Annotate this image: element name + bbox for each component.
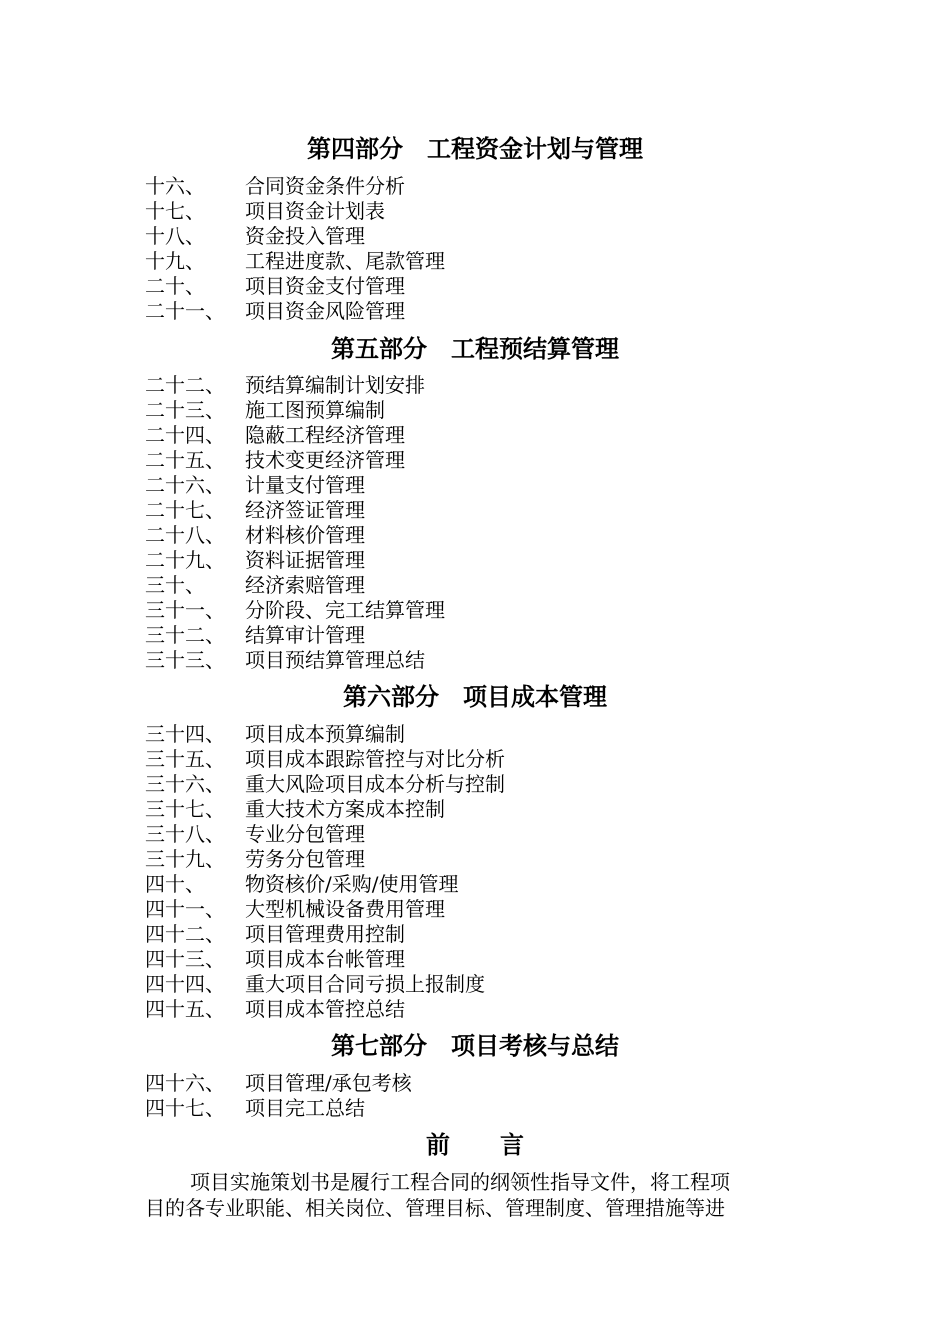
toc-title: 材料核价管理 <box>245 523 365 547</box>
toc-number: 二十八、 <box>145 523 225 547</box>
toc-title: 项目预结算管理总结 <box>245 648 425 672</box>
toc-number: 十八、 <box>145 224 205 248</box>
toc-number: 三十一、 <box>145 598 225 622</box>
toc-number: 三十、 <box>145 573 205 597</box>
toc-number: 三十六、 <box>145 772 225 796</box>
toc-number: 十七、 <box>145 199 205 223</box>
toc-number: 二十六、 <box>145 473 225 497</box>
toc-number: 二十五、 <box>145 448 225 472</box>
toc-title: 施工图预算编制 <box>245 398 385 422</box>
toc-title: 项目资金风险管理 <box>245 299 405 323</box>
toc-title: 分阶段、完工结算管理 <box>245 598 445 622</box>
toc-title: 大型机械设备费用管理 <box>245 897 445 921</box>
toc-number: 三十八、 <box>145 822 225 846</box>
toc-number: 四十五、 <box>145 997 225 1021</box>
toc-number: 十六、 <box>145 174 205 198</box>
toc-number: 三十九、 <box>145 847 225 871</box>
toc-title: 项目资金计划表 <box>245 199 385 223</box>
part6-heading: 第六部分 项目成本管理 <box>343 682 607 711</box>
toc-title: 隐蔽工程经济管理 <box>245 423 405 447</box>
toc-title: 项目成本预算编制 <box>245 722 405 746</box>
toc-number: 二十九、 <box>145 548 225 572</box>
toc-title: 项目管理费用控制 <box>245 922 405 946</box>
toc-number: 二十二、 <box>145 373 225 397</box>
toc-number: 二十三、 <box>145 398 225 422</box>
toc-number: 三十五、 <box>145 747 225 771</box>
toc-title: 合同资金条件分析 <box>245 174 405 198</box>
toc-title: 劳务分包管理 <box>245 847 365 871</box>
toc-number: 四十三、 <box>145 947 225 971</box>
toc-title: 预结算编制计划安排 <box>245 373 425 397</box>
toc-title: 项目管理/承包考核 <box>245 1071 412 1095</box>
toc-number: 二十七、 <box>145 498 225 522</box>
toc-title: 重大技术方案成本控制 <box>245 797 445 821</box>
toc-title: 资金投入管理 <box>245 224 365 248</box>
toc-number: 十九、 <box>145 249 205 273</box>
toc-title: 计量支付管理 <box>245 473 365 497</box>
toc-title: 专业分包管理 <box>245 822 365 846</box>
toc-number: 四十六、 <box>145 1071 225 1095</box>
preface-title: 前言 <box>426 1130 574 1159</box>
toc-number: 三十二、 <box>145 623 225 647</box>
toc-title: 经济签证管理 <box>245 498 365 522</box>
part4-heading: 第四部分 工程资金计划与管理 <box>307 134 643 163</box>
toc-number: 四十二、 <box>145 922 225 946</box>
toc-number: 二十四、 <box>145 423 225 447</box>
preface-paragraph-line: 目的各专业职能、相关岗位、管理目标、管理制度、管理措施等进 <box>145 1196 725 1220</box>
part7-heading: 第七部分 项目考核与总结 <box>331 1031 619 1060</box>
toc-title: 重大风险项目成本分析与控制 <box>245 772 505 796</box>
toc-number: 二十一、 <box>145 299 225 323</box>
toc-title: 资料证据管理 <box>245 548 365 572</box>
toc-number: 四十四、 <box>145 972 225 996</box>
toc-number: 四十、 <box>145 872 205 896</box>
toc-title: 项目资金支付管理 <box>245 274 405 298</box>
toc-number: 三十七、 <box>145 797 225 821</box>
toc-number: 二十、 <box>145 274 205 298</box>
toc-title: 重大项目合同亏损上报制度 <box>245 972 485 996</box>
toc-number: 三十四、 <box>145 722 225 746</box>
toc-title: 结算审计管理 <box>245 623 365 647</box>
toc-title: 技术变更经济管理 <box>245 448 405 472</box>
toc-title: 工程进度款、尾款管理 <box>245 249 445 273</box>
toc-title: 项目成本跟踪管控与对比分析 <box>245 747 505 771</box>
toc-number: 三十三、 <box>145 648 225 672</box>
toc-number: 四十一、 <box>145 897 225 921</box>
toc-title: 项目成本台帐管理 <box>245 947 405 971</box>
toc-title: 经济索赔管理 <box>245 573 365 597</box>
toc-title: 项目成本管控总结 <box>245 997 405 1021</box>
toc-title: 项目完工总结 <box>245 1096 365 1120</box>
part5-heading: 第五部分 工程预结算管理 <box>331 334 619 363</box>
toc-number: 四十七、 <box>145 1096 225 1120</box>
toc-title: 物资核价/采购/使用管理 <box>245 872 459 896</box>
preface-paragraph-line: 项目实施策划书是履行工程合同的纲领性指导文件，将工程项 <box>190 1170 730 1194</box>
